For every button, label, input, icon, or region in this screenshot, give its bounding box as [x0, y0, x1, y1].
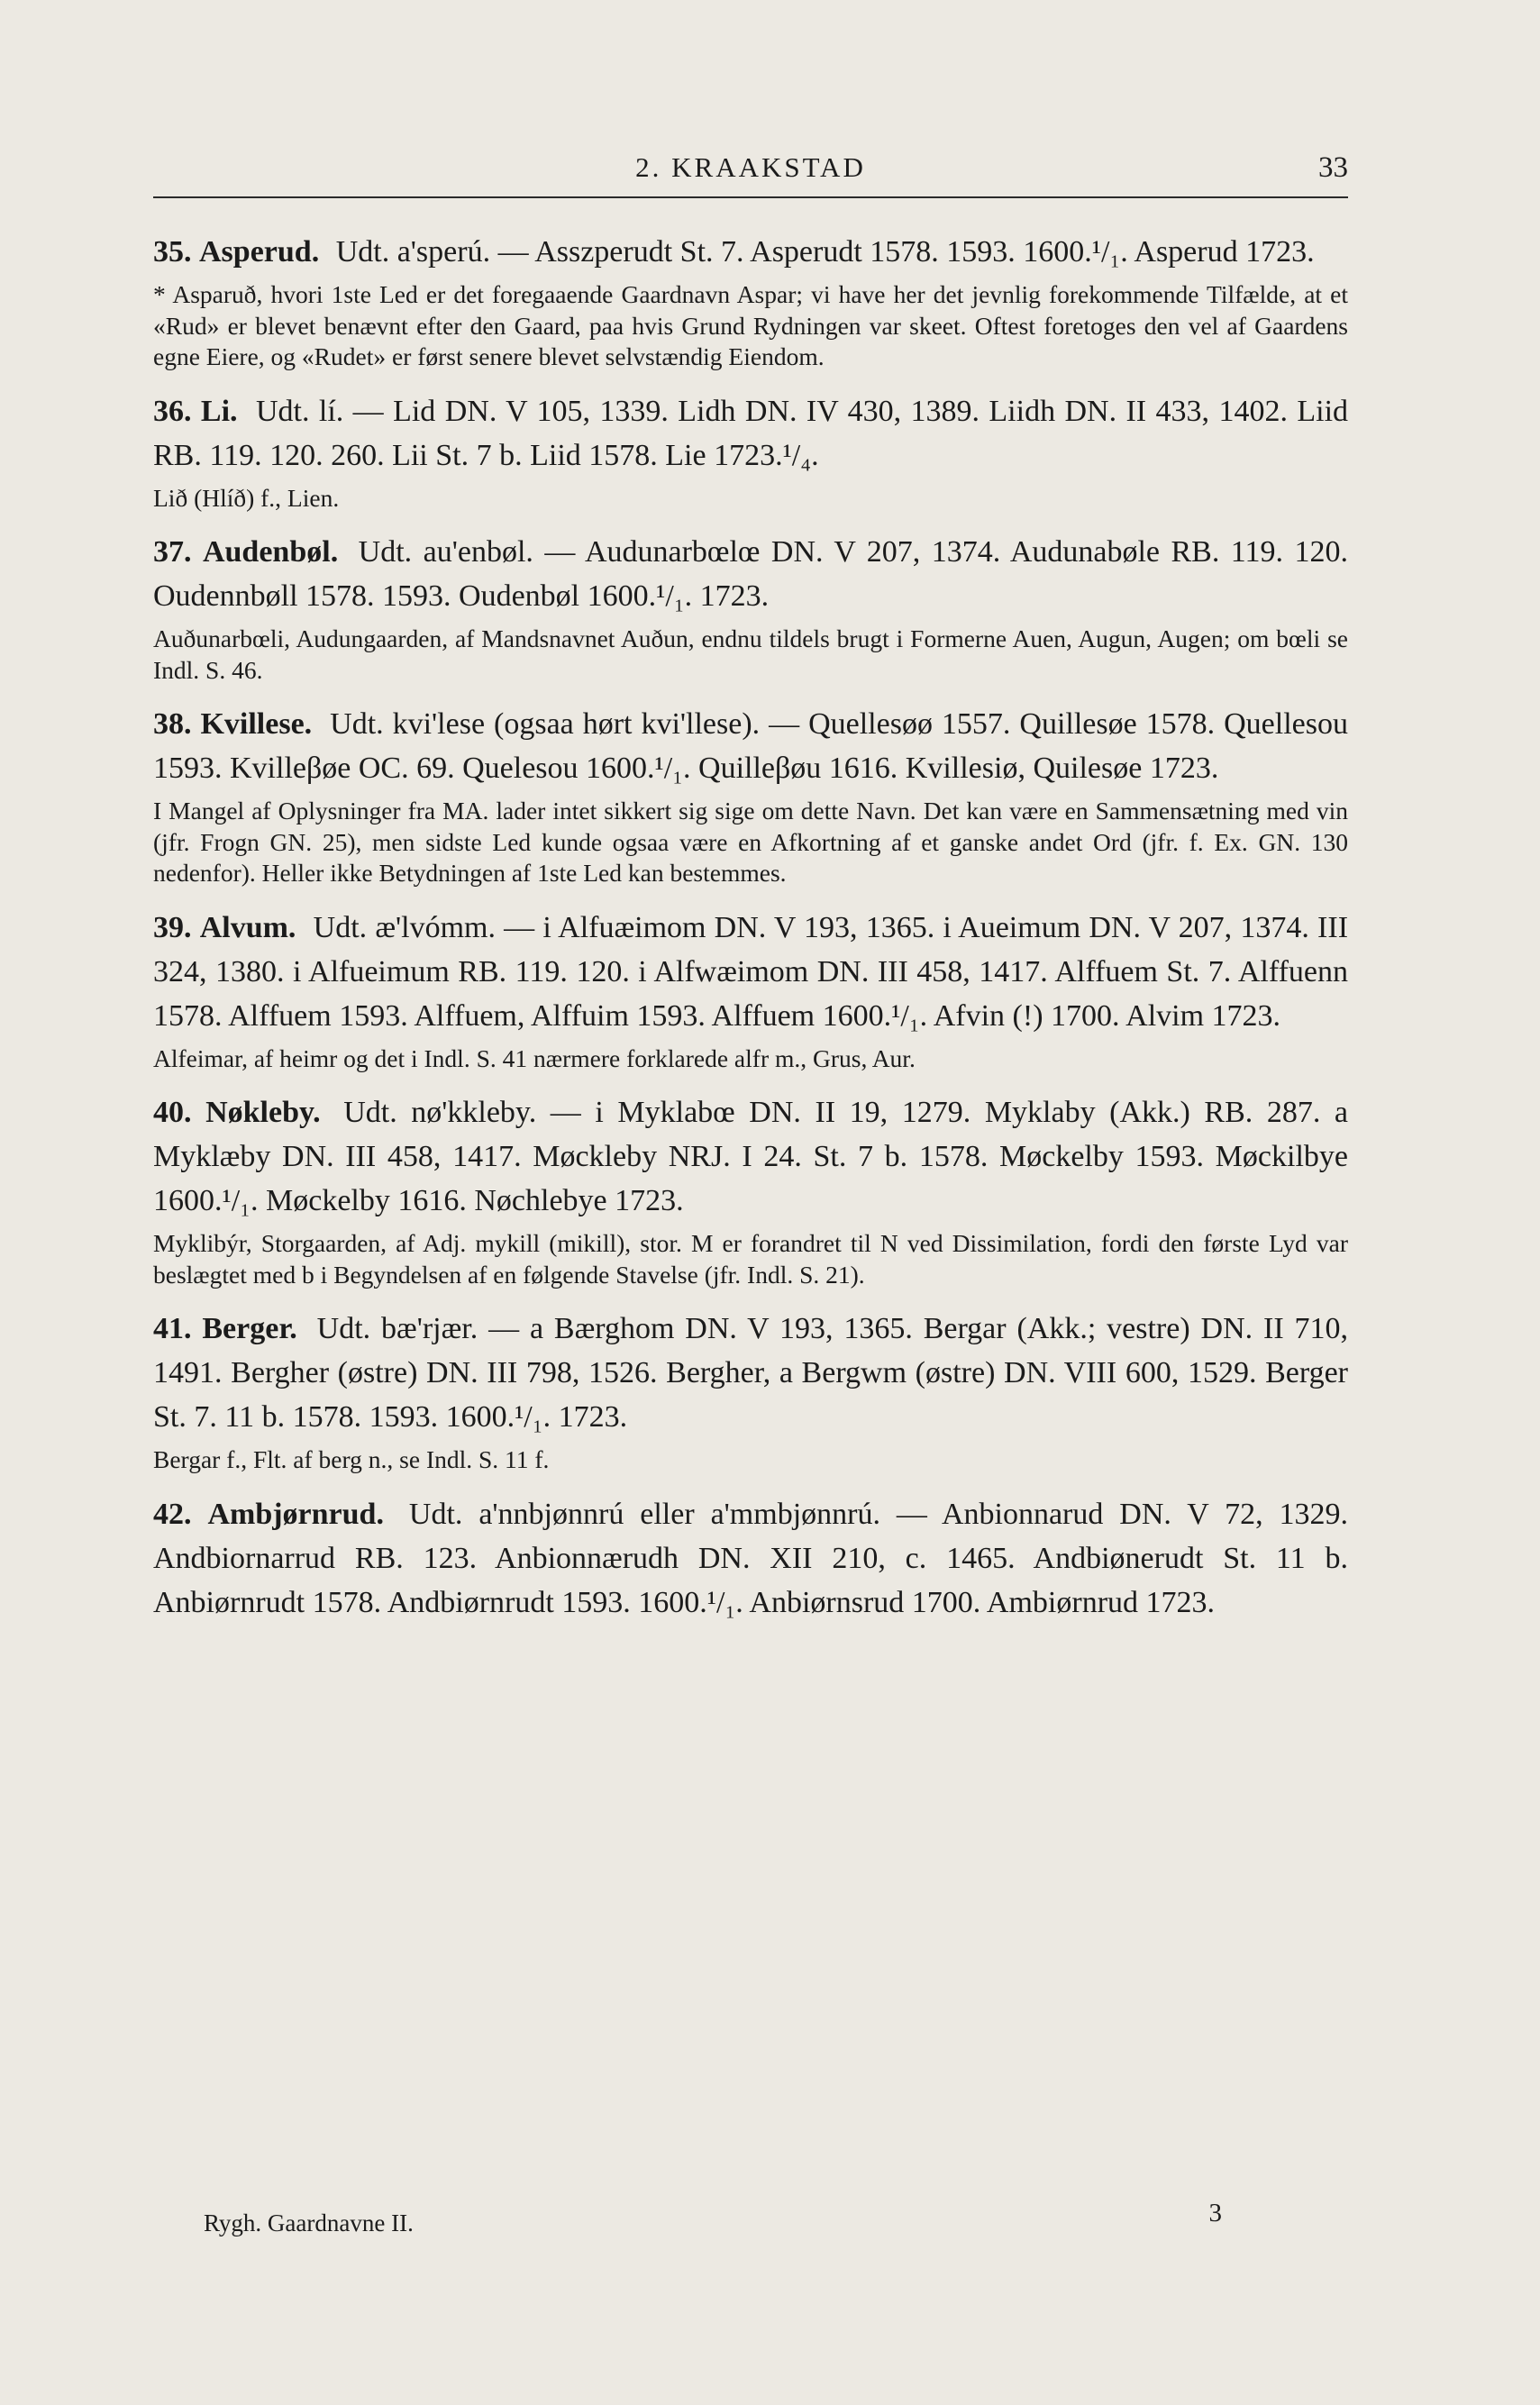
entry-name: Audenbøl. [202, 535, 339, 569]
entry-35 [153, 230, 1348, 373]
entry-number: 35. [153, 235, 192, 269]
page-footer [204, 2199, 1222, 2246]
signature-mark: 3 [1208, 2199, 1222, 2227]
running-header [153, 151, 1348, 196]
entry-name: Li. [200, 394, 238, 428]
entry-text: Udt. lí. — Lid DN. V 105, 1339. Lidh DN. IV 430, 1389. Liidh DN. II 433, 1402. Liid RB. 119. 120. 260. Lii St. 7 b. Liid 1578. Lie 1723.¹/₄. [153, 394, 1349, 472]
entry-text: Udt. a'sperú. — Asszperudt St. 7. Asperudt 1578. 1593. 1600.¹/₁. Asperud 1723. [335, 235, 1315, 269]
entry-name: Kvillese. [200, 707, 313, 741]
entry-text: Udt. a'nnbjønnrú eller a'mmbjønnrú. — Anbionnarud DN. V 72, 1329. Andbiornarrud RB. 123. Anbionnærudh DN. XII 210, c. 1465. Andbiønerudt St. 11 b. Anbiørnrudt 1578. Andbiørnrudt 1593. 1600.¹/₁. Anbiørnsrud 1700. Ambiørnrud 1723. [153, 1497, 1349, 1619]
entry-39 [153, 906, 1348, 1075]
entry-name: Nøkleby. [205, 1096, 321, 1129]
entry-name: Asperud. [199, 235, 320, 269]
entry-note: I Mangel af Oplysninger fra MA. lader intet sikkert sig sige om dette Navn. Det kan være en Sammensætning med vin (jfr. Frogn GN. 25), men sidste Led kunde ogsaa være en Afkortning af et ganske andet Ord (jfr. f. Ex. GN. 130 nedenfor). Heller ikke Betydningen af 1ste Led kan bestemmes. [153, 797, 1348, 887]
entry-number: 36. [153, 394, 192, 428]
entry-number: 37. [153, 535, 192, 569]
entry-text: Udt. bæ'rjær. — a Bærghom DN. V 193, 1365. Bergar (Akk.; vestre) DN. II 710, 1491. Bergher (østre) DN. III 798, 1526. Bergher, a Bergwm (østre) DN. VIII 600, 1529. Berger St. 7. 11 b. 1578. 1593. 1600.¹/₁. 1723. [153, 1312, 1349, 1434]
entry-text: Udt. au'enbøl. — Audunarbœlœ DN. V 207, 1374. Audunabøle RB. 119. 120. Oudennbøll 1578. 1593. Oudenbøl 1600.¹/₁. 1723. [153, 535, 1349, 613]
entry-note: Alfeimar, af heimr og det i Indl. S. 41 nærmere forklarede alfr m., Grus, Aur. [153, 1043, 916, 1072]
entry-text: Udt. æ'lvómm. — i Alfuæimom DN. V 193, 1365. i Aueimum DN. V 207, 1374. III 324, 1380. i Alfueimum RB. 119. 120. i Alfwæimom DN. III 458, 1417. Alffuem St. 7. Alffuenn 1578. Alffuem 1593. Alffuem, Alffuim 1593. Alffuem 1600.¹/₁. Afvin (!) 1700. Alvim 1723. [153, 910, 1349, 1033]
entry-text: Udt. nø'kkleby. — i Myklabœ DN. II 19, 1279. Myklaby (Akk.) RB. 287. a Myklæby DN. III 458, 1417. Møckleby NRJ. I 24. St. 7 b. 1578. Møckelby 1593. Møckilbye 1600.¹/₁. Møckelby 1616. Nøchlebye 1723. [153, 1096, 1349, 1217]
entry-37 [153, 530, 1348, 686]
entry-36 [153, 389, 1348, 515]
page-number: 33 [1318, 151, 1348, 184]
footer-source: Rygh. Gaardnavne II. [204, 2209, 414, 2236]
entry-number: 39. [153, 910, 192, 944]
header-rule [153, 196, 1348, 198]
entry-41 [153, 1307, 1348, 1476]
entry-42 [153, 1492, 1348, 1625]
entry-number: 40. [153, 1096, 192, 1129]
entry-note: * Asparuð, hvori 1ste Led er det foregaaende Gaardnavn Aspar; vi have her det jevnlig forekommende Tilfælde, at et «Rud» er blevet benævnt efter den Gaard, paa hvis Grund Rydningen var skeet. Oftest foretoges den vel af Gaardens egne Eiere, og «Rudet» er først senere blevet selvstændig Eiendom. [153, 280, 1348, 370]
entry-name: Alvum. [199, 910, 296, 944]
entry-number: 42. [153, 1497, 192, 1531]
entry-note: Bergar f., Flt. af berg n., se Indl. S. 11 f. [153, 1445, 550, 1473]
entry-40 [153, 1090, 1348, 1290]
entry-38 [153, 702, 1348, 889]
entry-number: 41. [153, 1312, 192, 1345]
entry-name: Ambjørnrud. [207, 1497, 384, 1531]
entry-text: Udt. kvi'lese (ogsaa hørt kvi'llese). — Quellesøø 1557. Quillesøe 1578. Quellesou 1593. Kvilleβøe OC. 69. Quelesou 1600.¹/₁. Quilleβøu 1616. Kvillesiø, Quilesøe 1723. [153, 707, 1348, 785]
entry-note: Lið (Hlíð) f., Lien. [153, 483, 340, 512]
entry-note: Myklibýr, Storgaarden, af Adj. mykill (mikill), stor. M er forandret til N ved Dissimilation, fordi den første Lyd var beslægtet med b i Begyndelsen af en følgende Stavelse (jfr. Indl. S. 21). [153, 1229, 1348, 1289]
entry-number: 38. [153, 707, 192, 741]
chapter-title: 2. KRAAKSTAD [635, 151, 866, 183]
entries [153, 230, 1348, 1641]
entry-note: Auðunarbœli, Audungaarden, af Mandsnavnet Auðun, endnu tildels brugt i Formerne Auen, Augun, Augen; om bœli se Indl. S. 46. [153, 624, 1348, 684]
entry-name: Berger. [202, 1312, 297, 1345]
